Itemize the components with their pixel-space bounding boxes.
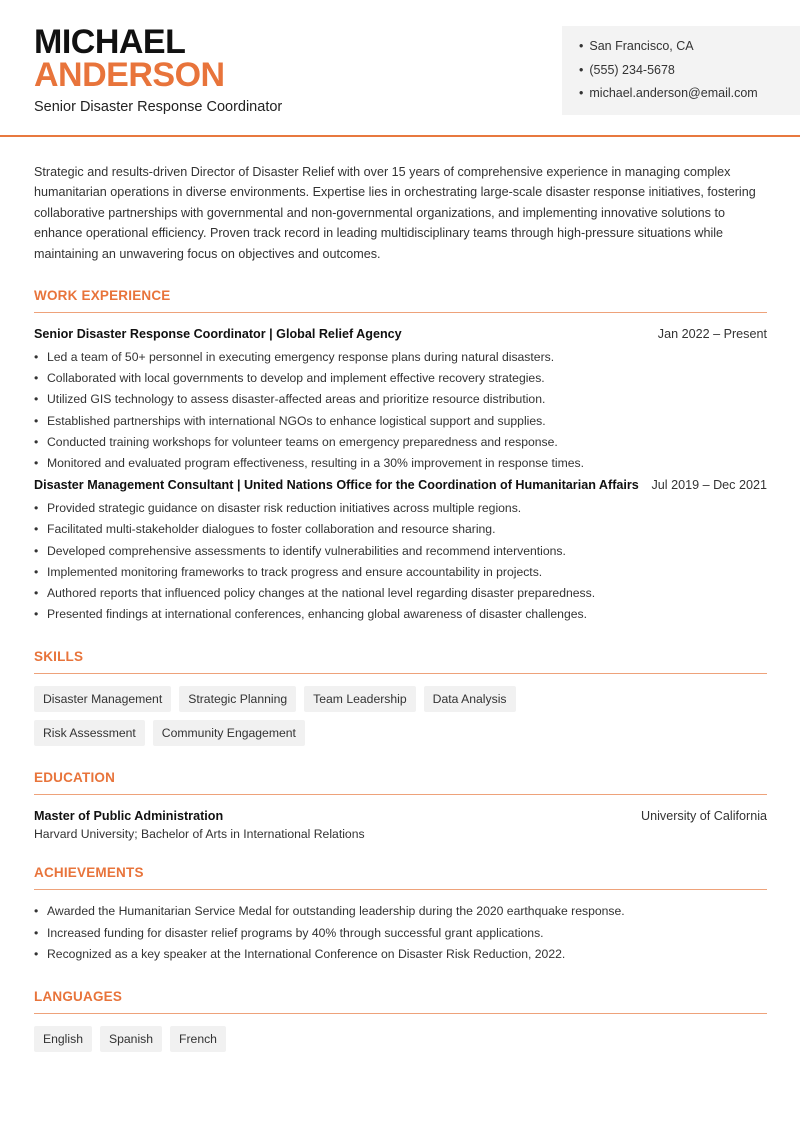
list-item: • Presented findings at international conferences, enhancing global awareness of disaster challenges. (34, 604, 767, 625)
list-item: • Implemented monitoring frameworks to track progress and ensure accountability in projects. (34, 562, 767, 583)
skill-tags (34, 686, 634, 746)
skill-tag: Strategic Planning (179, 686, 296, 712)
achievements-section (34, 865, 767, 965)
education-section (34, 770, 767, 841)
job-heading (34, 327, 767, 341)
work-experience-section (34, 288, 767, 625)
job-dates: Jul 2019 – Dec 2021 (651, 478, 767, 493)
summary: Strategic and results-driven Director of Disaster Relief with over 15 years of comprehensive experience in managing complex humanitarian operations in diverse environments. Expertise lies in orchestrating large-scale disaster response initiatives, fostering collaborative partnerships with governmental and non-governmental organizations, and implementing innovative solutions to enhance operational efficiency. Proven track record in leading multidisciplinary teams through high-pressure situations while maintaining an unwavering focus on objectives and outcomes. (34, 165, 756, 261)
job-dates: Jan 2022 – Present (657, 327, 767, 342)
languages-section (34, 989, 767, 1052)
list-item: • Monitored and evaluated program effectiveness, resulting in a 30% improvement in response times. (34, 453, 767, 474)
skill-tag: Risk Assessment (34, 720, 145, 746)
section-title: LANGUAGES (34, 989, 767, 1014)
list-item: • Authored reports that influenced policy changes at the national level regarding disaster preparedness. (34, 583, 767, 604)
language-tag: Spanish (100, 1026, 162, 1052)
list-item: • Led a team of 50+ personnel in executing emergency response plans during natural disasters. (34, 347, 767, 368)
section-title: EDUCATION (34, 770, 767, 795)
skills-section (34, 649, 767, 746)
contact-email[interactable]: • michael.anderson@email.com (579, 84, 800, 108)
list-item: • Facilitated multi-stakeholder dialogues to foster collaboration and resource sharing. (34, 519, 767, 540)
job-title: Senior Disaster Response Coordinator (34, 99, 283, 115)
list-item: • Utilized GIS technology to assess disaster-affected areas and prioritize resource distribution. (34, 389, 767, 410)
list-item: • Recognized as a key speaker at the International Conference on Disaster Risk Reduction, 2022. (34, 944, 767, 965)
first-name: MICHAEL (34, 23, 186, 61)
last-name: ANDERSON (34, 56, 225, 94)
list-item: • Developed comprehensive assessments to identify vulnerabilities and recommend interventions. (34, 541, 767, 562)
contact-box (562, 26, 800, 115)
list-item: • Collaborated with local governments to develop and implement effective recovery strategies. (34, 368, 767, 389)
section-title: SKILLS (34, 649, 767, 674)
list-item: • Provided strategic guidance on disaster risk reduction initiatives across multiple regions. (34, 498, 767, 519)
job-bullets (34, 498, 767, 625)
language-tags (34, 1026, 634, 1052)
list-item: • Established partnerships with international NGOs to enhance logistical support and supplies. (34, 411, 767, 432)
education-heading (34, 809, 767, 823)
job-bullets (34, 347, 767, 474)
school: University of California (641, 809, 767, 824)
achievement-list (34, 901, 767, 965)
job-heading (34, 478, 767, 492)
degree: Master of Public Administration (34, 809, 224, 824)
job-title: Senior Disaster Response Coordinator | Global Relief Agency (34, 327, 402, 342)
section-title: WORK EXPERIENCE (34, 288, 767, 313)
skill-tag: Community Engagement (153, 720, 305, 746)
skill-tag: Team Leadership (304, 686, 416, 712)
language-tag: English (34, 1026, 92, 1052)
education-detail: Harvard University; Bachelor of Arts in International Relations (34, 827, 365, 842)
job-title: Disaster Management Consultant | United Nations Office for the Coordination of Humanitarian Affairs (34, 478, 639, 493)
list-item: • Conducted training workshops for volunteer teams on emergency preparedness and response. (34, 432, 767, 453)
resume-header (0, 0, 800, 137)
skill-tag: Data Analysis (424, 686, 516, 712)
skill-tag: Disaster Management (34, 686, 171, 712)
list-item: • Increased funding for disaster relief programs by 40% through successful grant applications. (34, 923, 767, 944)
list-item: • Awarded the Humanitarian Service Medal for outstanding leadership during the 2020 earthquake response. (34, 901, 767, 922)
language-tag: French (170, 1026, 226, 1052)
section-title: ACHIEVEMENTS (34, 865, 767, 890)
contact-location: • San Francisco, CA (579, 37, 800, 61)
contact-phone: • (555) 234-5678 (579, 61, 800, 85)
